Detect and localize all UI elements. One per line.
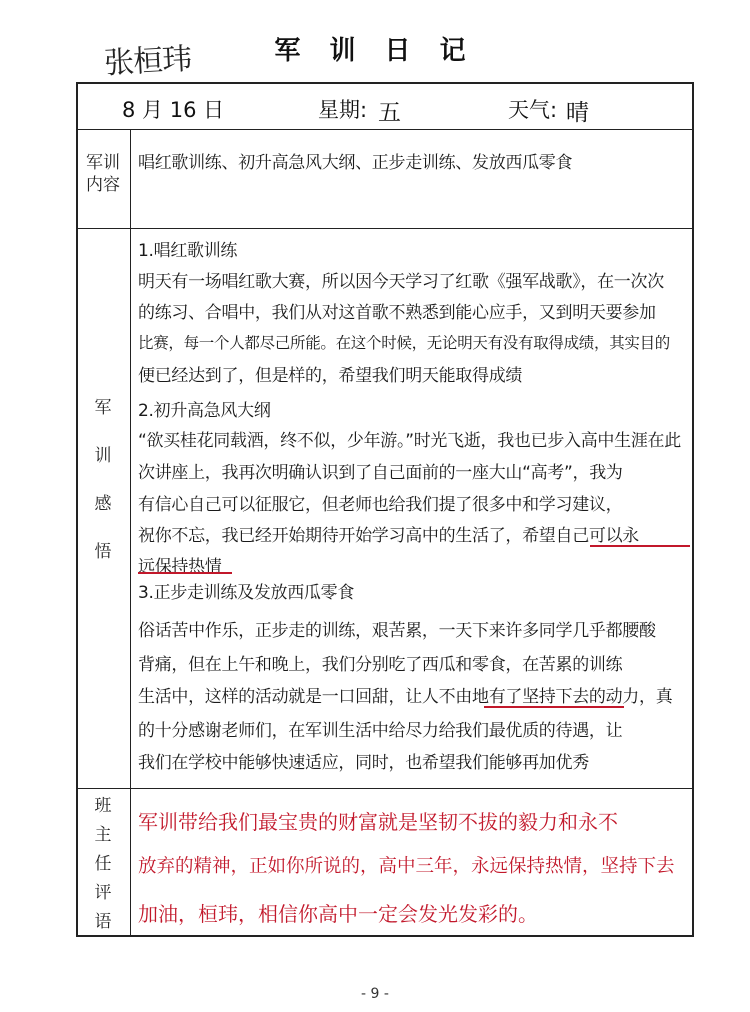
section-label-reflection: 军训感悟: [94, 398, 112, 562]
reflection-line: 有信心自己可以征服它，但老师也给我们提了很多中和学习建议，: [138, 495, 623, 515]
reflection-line: 1.唱红歌训练: [138, 241, 238, 261]
weather-label: 天气:: [508, 98, 558, 122]
section-label-comment: 班主任评语: [94, 796, 112, 932]
row-divider: [76, 129, 694, 130]
reflection-line: 生活中，这样的活动就是一口回甜，让人不由地有了坚持下去的动力，真: [138, 687, 673, 707]
date-value: 8 月 16 日: [122, 98, 225, 122]
training-content-text: 唱红歌训练、初升高急风大纲、正步走训练、发放西瓜零食: [138, 153, 573, 173]
reflection-line: “欲买桂花同载酒，终不似，少年游。”时光飞逝，我也已步入高中生涯在此: [138, 431, 681, 451]
reflection-line: 次讲座上，我再次明确认识到了自己面前的一座大山“高考”，我为: [138, 463, 623, 483]
reflection-line: 俗话苦中作乐，正步走的训练，艰苦累，一天下来许多同学几乎都腰酸: [138, 621, 656, 641]
comment-line: 军训带给我们最宝贵的财富就是坚韧不拔的毅力和永不: [138, 810, 618, 834]
reflection-line: 的练习、合唱中，我们从对这首歌不熟悉到能心应手，又到明天要参加: [138, 303, 656, 323]
weather-value: 晴: [566, 100, 589, 126]
weekday-value: 五: [378, 100, 401, 126]
page-title: 军 训 日 记: [274, 36, 476, 66]
comment-line: 放弃的精神，正如你所说的，高中三年，永远保持热情，坚持下去: [138, 856, 675, 877]
reflection-line: 明天有一场唱红歌大赛，所以因今天学习了红歌《强军战歌》，在一次次: [138, 272, 664, 292]
reflection-line: 我们在学校中能够快速适应，同时，也希望我们能够再加优秀: [138, 753, 589, 773]
section-label-content: 军训内容: [86, 153, 120, 195]
page-number: - 9 -: [361, 986, 389, 1002]
weekday-label: 星期:: [318, 98, 368, 122]
reflection-line: 2.初升高急风大纲: [138, 401, 271, 421]
student-name: 张桓玮: [103, 41, 193, 82]
reflection-line: 远保持热情: [138, 557, 222, 577]
reflection-line: 背痛，但在上午和晚上，我们分别吃了西瓜和零食，在苦累的训练: [138, 655, 623, 675]
row-divider: [76, 228, 694, 229]
row-divider: [76, 788, 694, 789]
reflection-line: 的十分感谢老师们，在军训生活中给尽力给我们最优质的待遇，让: [138, 721, 623, 741]
reflection-line: 便已经达到了，但是样的，希望我们明天能取得成绩: [138, 366, 523, 386]
reflection-line: 3.正步走训练及发放西瓜零食: [138, 583, 355, 603]
red-underline: [484, 706, 624, 708]
comment-line: 加油，桓玮，相信你高中一定会发光发彩的。: [138, 902, 538, 926]
reflection-line: 比赛，每一个人都尽己所能。在这个时候，无论明天有没有取得成绩，其实目的: [138, 334, 671, 352]
red-underline: [590, 545, 690, 547]
label-column-divider: [130, 129, 131, 936]
reflection-line: 祝你不忘，我已经开始期待开始学习高中的生活了，希望自己可以永: [138, 526, 639, 546]
red-underline: [138, 572, 232, 574]
